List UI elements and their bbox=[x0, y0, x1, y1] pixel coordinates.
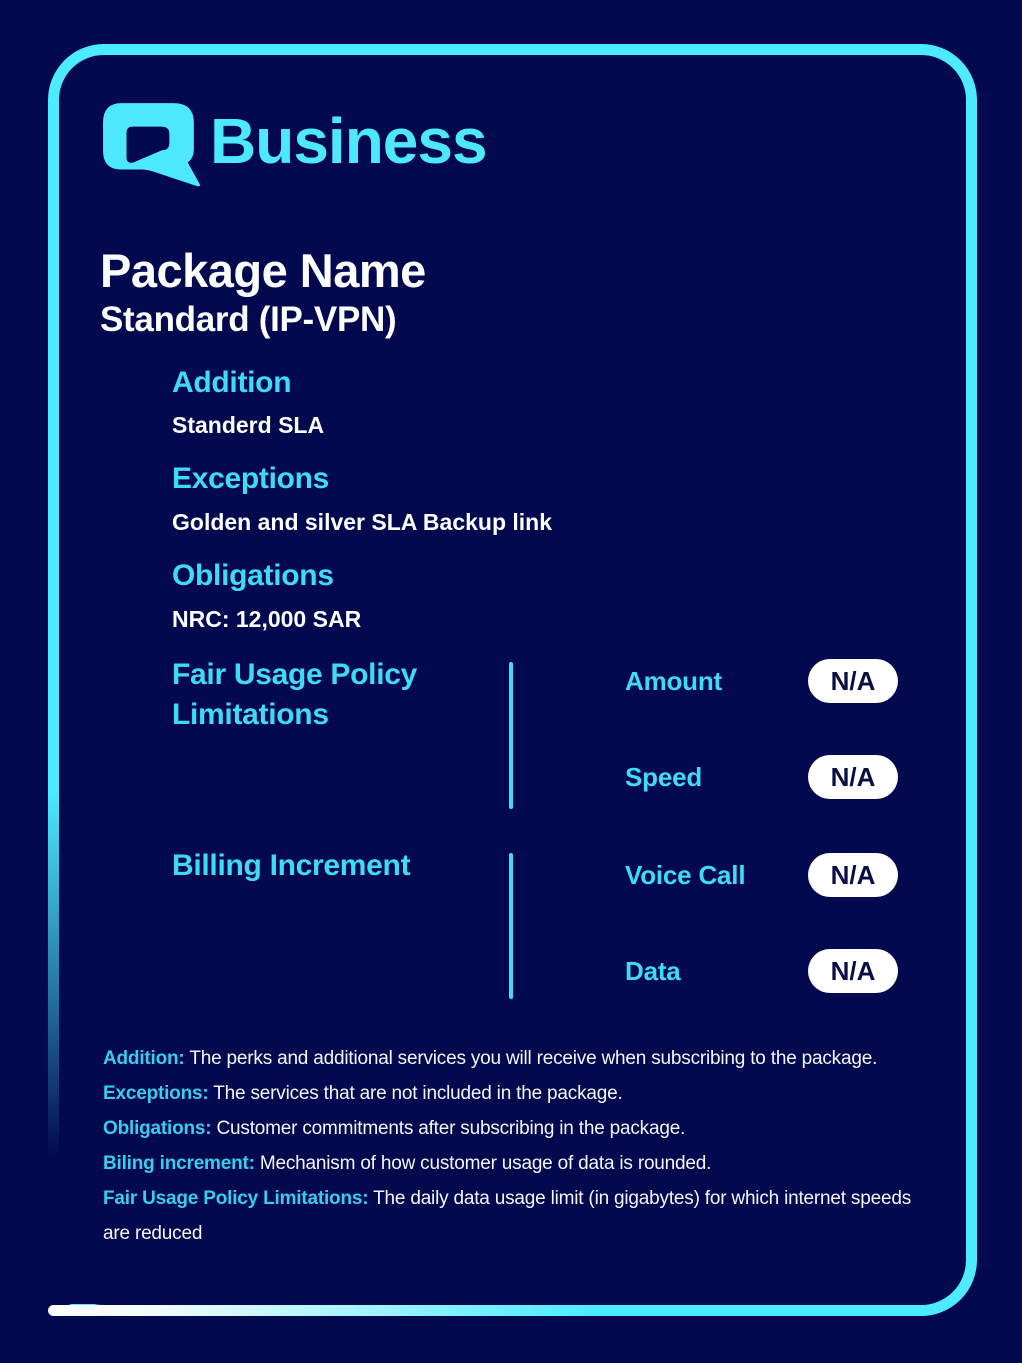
fup-divider-line bbox=[509, 662, 513, 809]
left-border-fade bbox=[44, 790, 64, 1260]
fup-row-amount bbox=[625, 659, 898, 703]
obligations-heading: Obligations bbox=[172, 559, 334, 592]
fair-usage-policy-heading: Fair Usage Policy Limitations bbox=[172, 658, 418, 731]
obligations-body: NRC: 12,000 SAR bbox=[172, 606, 362, 632]
exceptions-body: Golden and silver SLA Backup link bbox=[172, 509, 553, 535]
billing-row-voice-call bbox=[625, 853, 898, 897]
bottom-accent-line bbox=[48, 1305, 708, 1316]
glossary-term: Addition: bbox=[103, 1048, 185, 1069]
speed-label: Speed bbox=[625, 761, 703, 792]
exceptions-heading: Exceptions bbox=[172, 462, 330, 495]
addition-heading: Addition bbox=[172, 366, 292, 399]
package-name-title: Package Name bbox=[100, 244, 426, 297]
glossary-definition: The daily data usage limit (in gigabytes) for which internet speeds are reduced bbox=[103, 1188, 911, 1244]
glossary-term: Fair Usage Policy Limitations: bbox=[103, 1188, 369, 1209]
addition-body: Standerd SLA bbox=[172, 412, 325, 438]
package-name-value: Standard (IP-VPN) bbox=[100, 300, 397, 339]
bottom-left-corner-mask bbox=[44, 1248, 116, 1304]
billing-increment-heading: Billing Increment bbox=[172, 849, 411, 882]
glossary-definition: The services that are not included in the package. bbox=[213, 1083, 623, 1104]
data-value-pill: N/A bbox=[808, 949, 898, 993]
glossary-entry-billing-increment bbox=[103, 1146, 931, 1181]
glossary-term: Biling increment: bbox=[103, 1153, 255, 1174]
data-label: Data bbox=[625, 955, 681, 986]
glossary-entry-obligations bbox=[103, 1111, 931, 1146]
amount-label: Amount bbox=[625, 665, 722, 696]
billing-divider-line bbox=[509, 853, 513, 999]
glossary-term: Obligations: bbox=[103, 1118, 212, 1139]
glossary-footer bbox=[103, 1041, 931, 1251]
voice-call-value-pill: N/A bbox=[808, 853, 898, 897]
amount-value-pill: N/A bbox=[808, 659, 898, 703]
billing-row-data bbox=[625, 949, 898, 993]
fup-row-speed bbox=[625, 755, 898, 799]
glossary-entry-fair-usage bbox=[103, 1181, 931, 1251]
glossary-definition: The perks and additional services you will receive when subscribing to the package. bbox=[189, 1048, 878, 1069]
brand-logo-icon bbox=[100, 100, 202, 192]
glossary-definition: Customer commitments after subscribing in the package. bbox=[216, 1118, 686, 1139]
brand-logo-text: Business bbox=[210, 105, 487, 177]
glossary-entry-addition bbox=[103, 1041, 931, 1076]
speed-value-pill: N/A bbox=[808, 755, 898, 799]
glossary-definition: Mechanism of how customer usage of data is rounded. bbox=[259, 1153, 712, 1174]
glossary-entry-exceptions bbox=[103, 1076, 931, 1111]
voice-call-label: Voice Call bbox=[625, 859, 746, 890]
glossary-term: Exceptions: bbox=[103, 1083, 209, 1104]
